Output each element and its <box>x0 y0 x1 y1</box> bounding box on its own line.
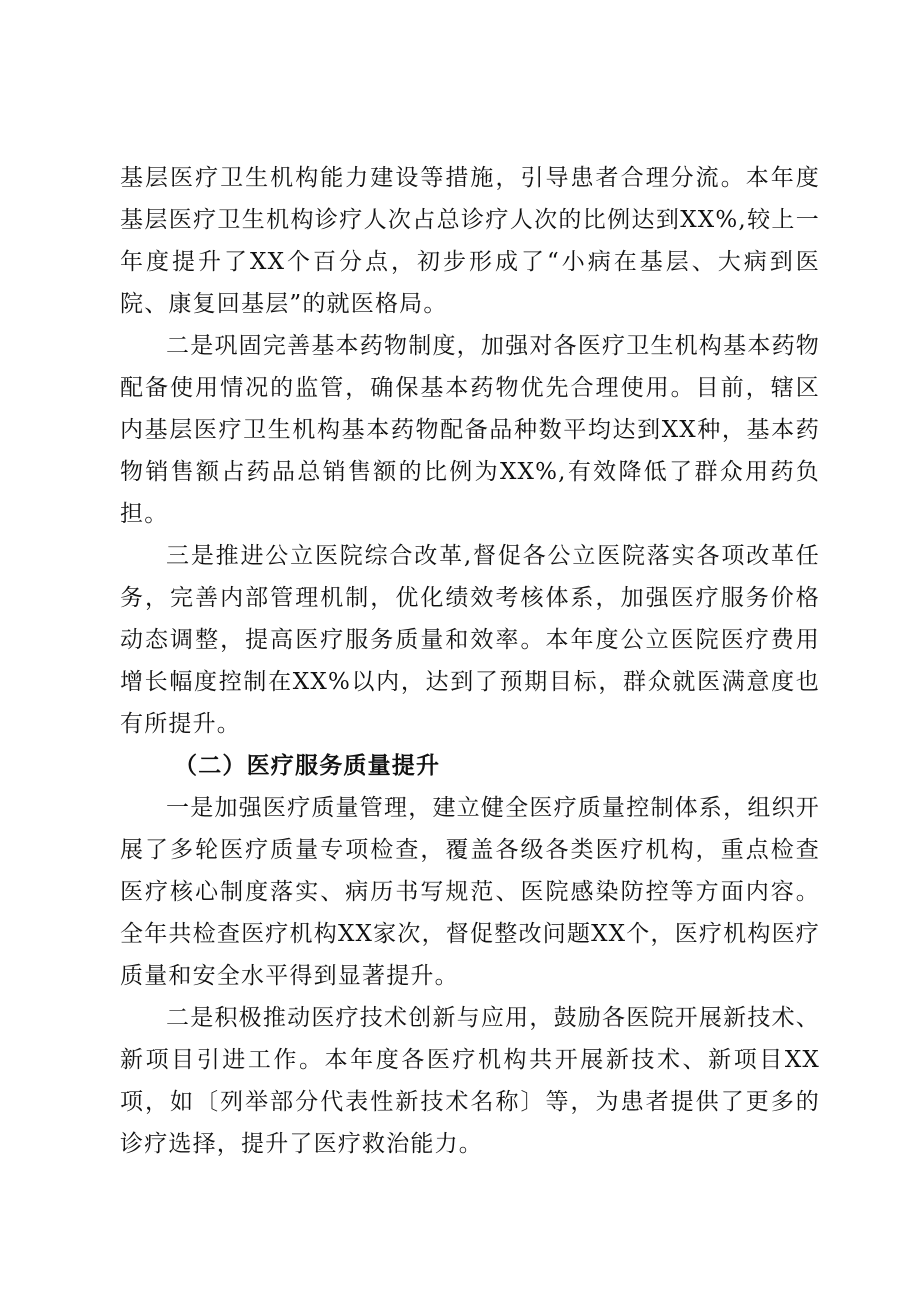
paragraph-quality-management: 一是加强医疗质量管理，建立健全医疗质量控制体系，组织开展了多轮医疗质量专项检查，覆盖各级各类医疗机构，重点检查医疗核心制度落实、病历书写规范、医院感染防控等方面内容。全年共检查医疗机构XX家次，督促整改问题XX个，医疗机构医疗质量和安全水平得到显著提升。 <box>120 795 820 989</box>
document-body <box>120 157 820 1165</box>
paragraph-technology-innovation: 二是积极推动医疗技术创新与应用，鼓励各医院开展新技术、新项目引进工作。本年度各医疗机构共开展新技术、新项目XX项，如〔列举部分代表性新技术名称〕等，为患者提供了更多的诊疗选择，提升了医疗救治能力。 <box>120 1005 820 1157</box>
paragraph-basic-medicine: 二是巩固完善基本药物制度，加强对各医疗卫生机构基本药物配备使用情况的监管，确保基本药物优先合理使用。目前，辖区内基层医疗卫生机构基本药物配备品种数平均达到XX种，基本药物销售额占药品总销售额的比例为XX%,有效降低了群众用药负担。 <box>120 333 820 527</box>
section-heading: （二）医疗服务质量提升 <box>174 752 441 779</box>
paragraph-public-hospital-reform: 三是推进公立医院综合改革,督促各公立医院落实各项改革任务，完善内部管理机制，优化绩效考核体系，加强医疗服务价格动态调整，提高医疗服务质量和效率。本年度公立医院医疗费用增长幅度控制在XX%以内，达到了预期目标，群众就医满意度也有所提升。 <box>120 543 820 737</box>
paragraph-continuation: 基层医疗卫生机构能力建设等措施，引导患者合理分流。本年度基层医疗卫生机构诊疗人次占总诊疗人次的比例达到XX%,较上一年度提升了XX个百分点，初步形成了“小病在基层、大病到医院、康复回基层”的就医格局。 <box>120 165 820 317</box>
